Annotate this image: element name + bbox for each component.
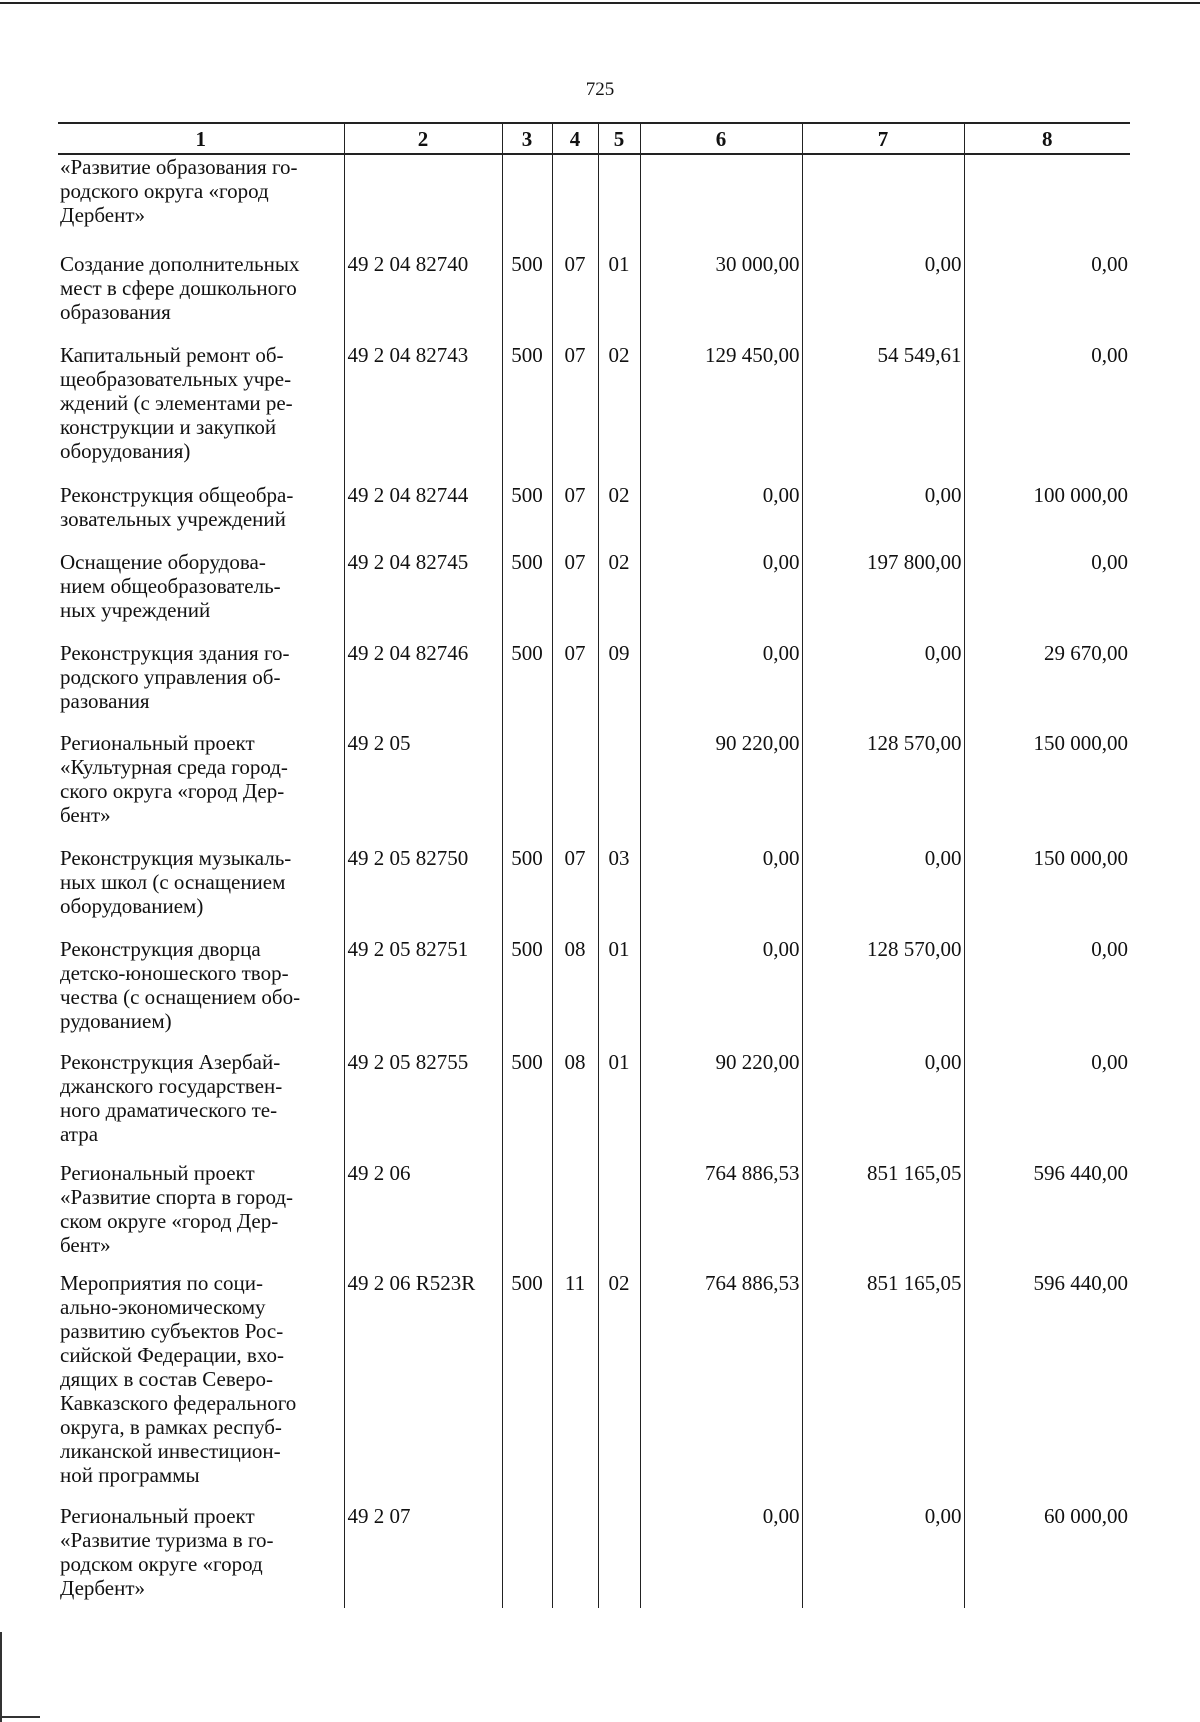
row-value-col7-cell: 0,00 <box>802 1504 964 1608</box>
row-value-col6-cell: 90 220,00 <box>640 1050 802 1161</box>
row-col4-cell: 07 <box>552 252 598 343</box>
table-row <box>58 846 1130 937</box>
row-col4-cell <box>552 1504 598 1608</box>
row-value-col6-cell: 0,00 <box>640 550 802 641</box>
top-border-line <box>0 2 1200 4</box>
row-name-cell: Региональный проект «Развитие спорта в город- ском округе «город Дер- бент» <box>60 1161 294 1257</box>
table-row <box>58 343 1130 483</box>
header-col-3: 3 <box>502 123 552 154</box>
row-code-cell: 49 2 05 <box>344 731 502 846</box>
row-value-col8-cell: 29 670,00 <box>964 641 1130 731</box>
row-code-cell: 49 2 05 82755 <box>344 1050 502 1161</box>
row-value-col7-cell: 0,00 <box>802 1050 964 1161</box>
row-value-col8-cell: 0,00 <box>964 1050 1130 1161</box>
row-col4-cell <box>552 1161 598 1271</box>
row-col3-cell <box>502 154 552 252</box>
row-name-cell: Региональный проект «Культурная среда город- ского округа «город Дер- бент» <box>60 731 288 827</box>
row-col5-cell: 01 <box>598 1050 640 1161</box>
row-value-col8-cell: 0,00 <box>964 343 1130 483</box>
row-value-col6-cell: 0,00 <box>640 937 802 1050</box>
row-value-col8-cell: 596 440,00 <box>964 1161 1130 1271</box>
row-code-cell: 49 2 05 82751 <box>344 937 502 1050</box>
header-col-5: 5 <box>598 123 640 154</box>
row-value-col6-cell: 0,00 <box>640 483 802 550</box>
row-value-col7-cell: 0,00 <box>802 846 964 937</box>
row-col4-cell: 07 <box>552 550 598 641</box>
row-col4-cell: 07 <box>552 343 598 483</box>
row-col5-cell: 01 <box>598 937 640 1050</box>
table-row <box>58 641 1130 731</box>
row-name-cell: Региональный проект «Развитие туризма в го- родском округе «город Дербент» <box>60 1504 274 1600</box>
row-value-col7-cell: 851 165,05 <box>802 1161 964 1271</box>
table-row <box>58 483 1130 550</box>
row-col4-cell: 07 <box>552 846 598 937</box>
row-value-col6-cell: 764 886,53 <box>640 1161 802 1271</box>
row-value-col6-cell: 0,00 <box>640 641 802 731</box>
row-name-cell: Создание дополнительных мест в сфере дошкольного образования <box>60 252 300 324</box>
row-name-cell: Реконструкция дворца детско-юношеского твор- чества (с оснащением обо- рудованием) <box>60 937 301 1033</box>
row-value-col8-cell <box>964 154 1130 252</box>
row-code-cell: 49 2 04 82746 <box>344 641 502 731</box>
table-row <box>58 937 1130 1050</box>
row-col5-cell <box>598 1161 640 1271</box>
row-col3-cell: 500 <box>502 550 552 641</box>
row-value-col7-cell <box>802 154 964 252</box>
row-col5-cell: 03 <box>598 846 640 937</box>
row-col5-cell: 02 <box>598 483 640 550</box>
row-code-cell: 49 2 06 R523R <box>344 1271 502 1504</box>
header-col-8: 8 <box>964 123 1130 154</box>
row-value-col8-cell: 0,00 <box>964 550 1130 641</box>
row-name-cell: Капитальный ремонт об- щеобразовательных учре- ждений (с элементами ре- конструкции и закупкой оборудования) <box>60 343 293 463</box>
row-value-col7-cell: 0,00 <box>802 483 964 550</box>
row-col3-cell: 500 <box>502 483 552 550</box>
row-name-cell: Реконструкция музыкаль- ных школ (с оснащением оборудованием) <box>60 846 292 918</box>
bottom-margin-mark <box>0 1716 40 1718</box>
row-col3-cell: 500 <box>502 1050 552 1161</box>
row-col3-cell: 500 <box>502 846 552 937</box>
table-row <box>58 1050 1130 1161</box>
row-value-col8-cell: 100 000,00 <box>964 483 1130 550</box>
table-row <box>58 550 1130 641</box>
row-value-col8-cell: 150 000,00 <box>964 846 1130 937</box>
table-row <box>58 1161 1130 1271</box>
row-value-col6-cell: 90 220,00 <box>640 731 802 846</box>
row-value-col7-cell: 54 549,61 <box>802 343 964 483</box>
row-code-cell: 49 2 04 82743 <box>344 343 502 483</box>
row-col5-cell: 02 <box>598 343 640 483</box>
row-value-col8-cell: 596 440,00 <box>964 1271 1130 1504</box>
row-value-col8-cell: 0,00 <box>964 252 1130 343</box>
row-code-cell: 49 2 06 <box>344 1161 502 1271</box>
row-col4-cell <box>552 731 598 846</box>
row-code-cell: 49 2 04 82745 <box>344 550 502 641</box>
row-value-col7-cell: 851 165,05 <box>802 1271 964 1504</box>
row-col3-cell: 500 <box>502 1271 552 1504</box>
table-row <box>58 731 1130 846</box>
row-col4-cell: 07 <box>552 483 598 550</box>
row-col3-cell: 500 <box>502 343 552 483</box>
row-value-col6-cell: 0,00 <box>640 846 802 937</box>
row-value-col7-cell: 128 570,00 <box>802 731 964 846</box>
row-col5-cell <box>598 154 640 252</box>
row-code-cell: 49 2 04 82744 <box>344 483 502 550</box>
row-col5-cell: 09 <box>598 641 640 731</box>
row-value-col6-cell: 129 450,00 <box>640 343 802 483</box>
row-value-col6-cell <box>640 154 802 252</box>
budget-table <box>58 122 1130 1608</box>
row-name-cell: Реконструкция здания го- родского управления об- разования <box>60 641 290 713</box>
row-col5-cell: 02 <box>598 550 640 641</box>
row-code-cell: 49 2 05 82750 <box>344 846 502 937</box>
row-value-col7-cell: 0,00 <box>802 641 964 731</box>
row-value-col8-cell: 0,00 <box>964 937 1130 1050</box>
header-col-4: 4 <box>552 123 598 154</box>
row-value-col7-cell: 0,00 <box>802 252 964 343</box>
row-col5-cell <box>598 731 640 846</box>
row-value-col6-cell: 0,00 <box>640 1504 802 1608</box>
table-row <box>58 1271 1130 1504</box>
table-row <box>58 1504 1130 1608</box>
row-name-cell: «Развитие образования го- родского округа «город Дербент» <box>60 155 298 227</box>
row-name-cell: Оснащение оборудова- нием общеобразователь- ных учреждений <box>60 550 281 622</box>
row-code-cell: 49 2 07 <box>344 1504 502 1608</box>
row-col5-cell <box>598 1504 640 1608</box>
row-value-col7-cell: 197 800,00 <box>802 550 964 641</box>
row-name-cell: Реконструкция Азербай- джанского государствен- ного драматического те- атра <box>60 1050 283 1146</box>
row-col5-cell: 01 <box>598 252 640 343</box>
header-row <box>58 123 1130 154</box>
row-col3-cell: 500 <box>502 641 552 731</box>
row-col3-cell <box>502 731 552 846</box>
row-value-col7-cell: 128 570,00 <box>802 937 964 1050</box>
header-col-1: 1 <box>58 123 344 154</box>
budget-table-container <box>58 122 1130 1608</box>
row-col4-cell: 08 <box>552 1050 598 1161</box>
row-col5-cell: 02 <box>598 1271 640 1504</box>
page-number: 725 <box>585 79 615 100</box>
row-col4-cell <box>552 154 598 252</box>
row-value-col6-cell: 30 000,00 <box>640 252 802 343</box>
row-col4-cell: 07 <box>552 641 598 731</box>
row-value-col8-cell: 60 000,00 <box>964 1504 1130 1608</box>
header-col-2: 2 <box>344 123 502 154</box>
row-col3-cell: 500 <box>502 937 552 1050</box>
header-col-6: 6 <box>640 123 802 154</box>
row-col3-cell: 500 <box>502 252 552 343</box>
row-col3-cell <box>502 1504 552 1608</box>
row-col4-cell: 08 <box>552 937 598 1050</box>
row-value-col8-cell: 150 000,00 <box>964 731 1130 846</box>
table-row <box>58 154 1130 252</box>
row-code-cell <box>344 154 502 252</box>
left-margin-mark <box>0 1632 2 1722</box>
table-body <box>58 154 1130 1608</box>
header-col-7: 7 <box>802 123 964 154</box>
row-code-cell: 49 2 04 82740 <box>344 252 502 343</box>
row-value-col6-cell: 764 886,53 <box>640 1271 802 1504</box>
row-col3-cell <box>502 1161 552 1271</box>
row-name-cell: Мероприятия по соци- ально-экономическому развитию субъектов Рос- сийской Федерации, вхо- дящих в состав Северо- Кавказского федерального округа, в рамках респуб- ликанской инвестицион- ной программы <box>60 1271 297 1487</box>
table-row <box>58 252 1130 343</box>
row-col4-cell: 11 <box>552 1271 598 1504</box>
row-name-cell: Реконструкция общеобра- зовательных учреждений <box>60 483 294 531</box>
